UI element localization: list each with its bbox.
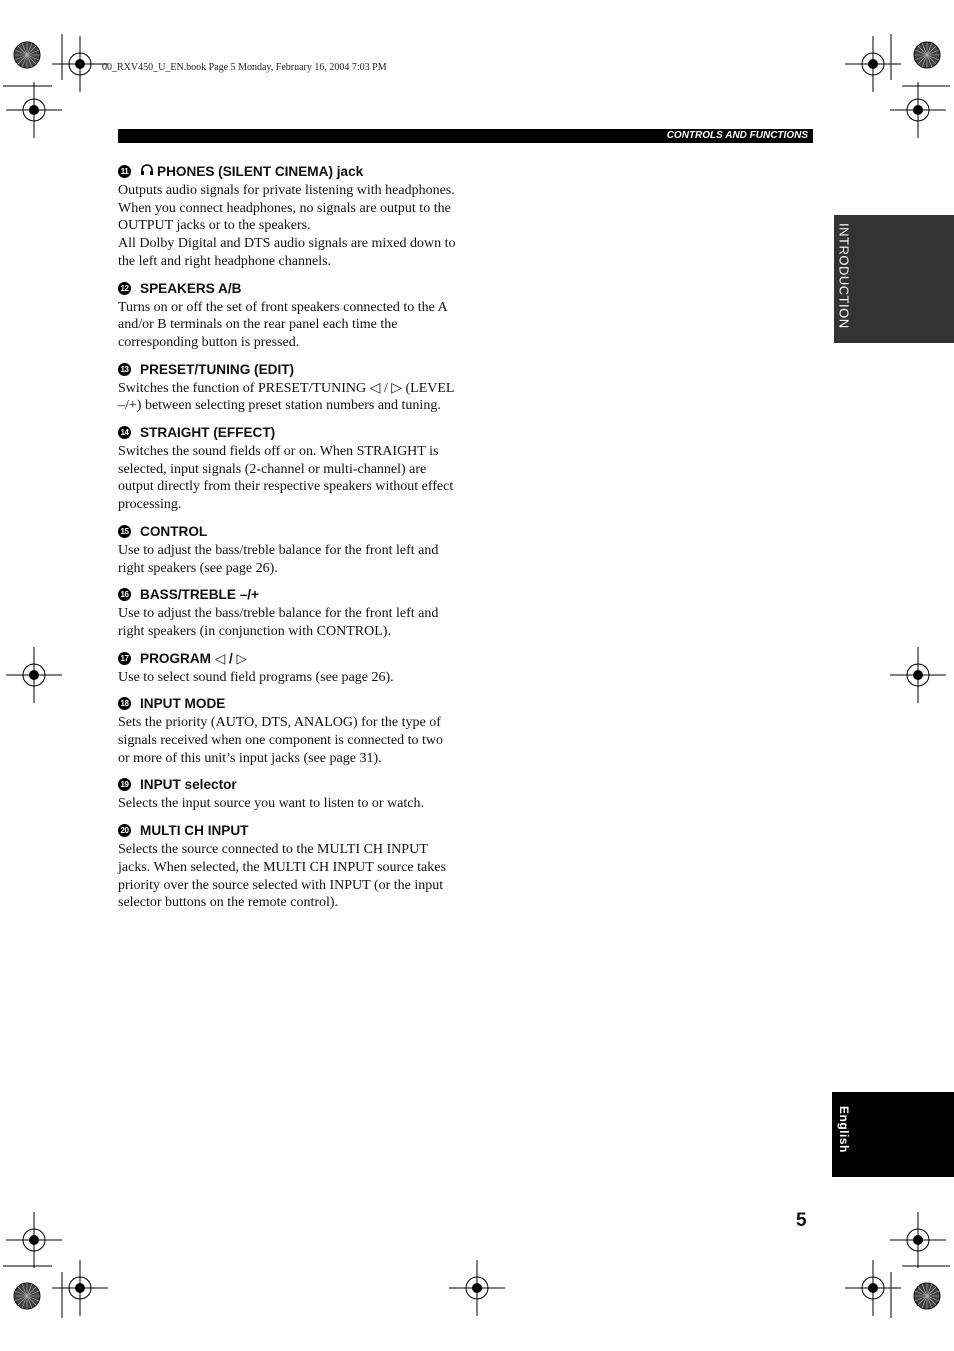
control-item xyxy=(118,521,458,577)
page-number: 5 xyxy=(796,1210,807,1231)
item-description xyxy=(118,795,458,813)
control-item-heading xyxy=(118,584,458,605)
control-item xyxy=(118,820,458,912)
control-item-heading xyxy=(118,648,458,669)
control-item-heading xyxy=(118,359,458,380)
side-tab-english-label: English xyxy=(837,1106,851,1153)
control-item xyxy=(118,422,458,514)
item-description xyxy=(118,443,458,514)
item-title: BASS/TREBLE –/+ xyxy=(140,587,259,603)
control-item xyxy=(118,161,458,271)
item-paragraph: Switches the sound fields off or on. When STRAIGHT is selected, input signals (2-channel or multi-channel) are output directly from their respective speakers without effect processing. xyxy=(118,444,454,513)
item-title: STRAIGHT (EFFECT) xyxy=(140,425,276,441)
side-tab-english xyxy=(832,1092,954,1177)
item-description xyxy=(118,669,458,687)
control-item xyxy=(118,584,458,640)
control-item-heading xyxy=(118,521,458,542)
item-paragraph: Switches the function of PRESET/TUNING ◁ / ▷ (LEVEL –/+) between selecting preset station numbers and tuning. xyxy=(118,380,454,414)
item-title: CONTROL xyxy=(140,523,208,539)
item-number-badge: 14 xyxy=(118,426,131,439)
control-item xyxy=(118,648,458,687)
control-item-heading xyxy=(118,278,458,299)
control-item xyxy=(118,278,458,352)
item-title: PRESET/TUNING (EDIT) xyxy=(140,361,295,377)
item-title: INPUT selector xyxy=(140,777,237,793)
item-number-badge: 16 xyxy=(118,588,131,601)
control-item xyxy=(118,693,458,767)
item-paragraph: Turns on or off the set of front speakers connected to the A and/or B terminals on the rear panel each time the corresponding button is pressed. xyxy=(118,299,447,350)
item-paragraph: Use to select sound field programs (see page 26). xyxy=(118,669,394,685)
item-description xyxy=(118,380,458,415)
control-item-heading xyxy=(118,774,458,795)
item-title: SPEAKERS A/B xyxy=(140,280,242,296)
item-number-badge: 17 xyxy=(118,652,131,665)
item-paragraph: Selects the source connected to the MULTI CH INPUT jacks. When selected, the MULTI CH INPUT source takes priority over the source selected with INPUT (or the input selector buttons on the remote control). xyxy=(118,842,446,911)
item-description xyxy=(118,182,458,271)
item-number-badge: 13 xyxy=(118,363,131,376)
item-paragraph: Selects the input source you want to listen to or watch. xyxy=(118,796,424,812)
item-title: PROGRAM ◁ / ▷ xyxy=(140,650,248,666)
item-description xyxy=(118,714,458,767)
control-item xyxy=(118,774,458,813)
item-paragraph: Sets the priority (AUTO, DTS, ANALOG) for the type of signals received when one component is connected to two or more of this unit’s input jacks (see page 31). xyxy=(118,715,444,766)
item-number-badge: 15 xyxy=(118,525,131,538)
item-paragraph: Outputs audio signals for private listening with headphones. When you connect headphones, no signals are output to the OUTPUT jacks or to the speakers. xyxy=(118,183,455,234)
item-number-badge: 11 xyxy=(118,165,131,178)
item-number-badge: 18 xyxy=(118,697,131,710)
item-number-badge: 20 xyxy=(118,824,131,837)
side-tab-introduction-label: INTRODUCTION xyxy=(836,223,852,329)
section-header-bar xyxy=(118,129,813,143)
item-title: PHONES (SILENT CINEMA) jack xyxy=(157,164,364,179)
item-title: INPUT MODE xyxy=(140,696,226,712)
item-paragraph: Use to adjust the bass/treble balance for the front left and right speakers (in conjunction with CONTROL). xyxy=(118,606,439,639)
control-item-heading xyxy=(118,820,458,841)
side-tab-introduction xyxy=(834,215,954,343)
item-description xyxy=(118,841,458,912)
headphones-icon xyxy=(140,161,154,182)
control-item xyxy=(118,359,458,415)
item-description xyxy=(118,605,458,640)
item-number-badge: 19 xyxy=(118,778,131,791)
controls-list xyxy=(118,161,458,919)
item-description xyxy=(118,299,458,352)
file-info-line: 00_RXV450_U_EN.book Page 5 Monday, February 16, 2004 7:03 PM xyxy=(102,62,387,73)
section-title: CONTROLS AND FUNCTIONS xyxy=(666,130,808,141)
control-item-heading xyxy=(118,161,458,182)
item-description xyxy=(118,542,458,577)
item-title: MULTI CH INPUT xyxy=(140,823,249,839)
control-item-heading xyxy=(118,422,458,443)
item-paragraph: All Dolby Digital and DTS audio signals are mixed down to the left and right headphone channels. xyxy=(118,236,456,269)
item-number-badge: 12 xyxy=(118,282,131,295)
item-paragraph: Use to adjust the bass/treble balance for the front left and right speakers (see page 26). xyxy=(118,542,439,576)
control-item-heading xyxy=(118,693,458,714)
